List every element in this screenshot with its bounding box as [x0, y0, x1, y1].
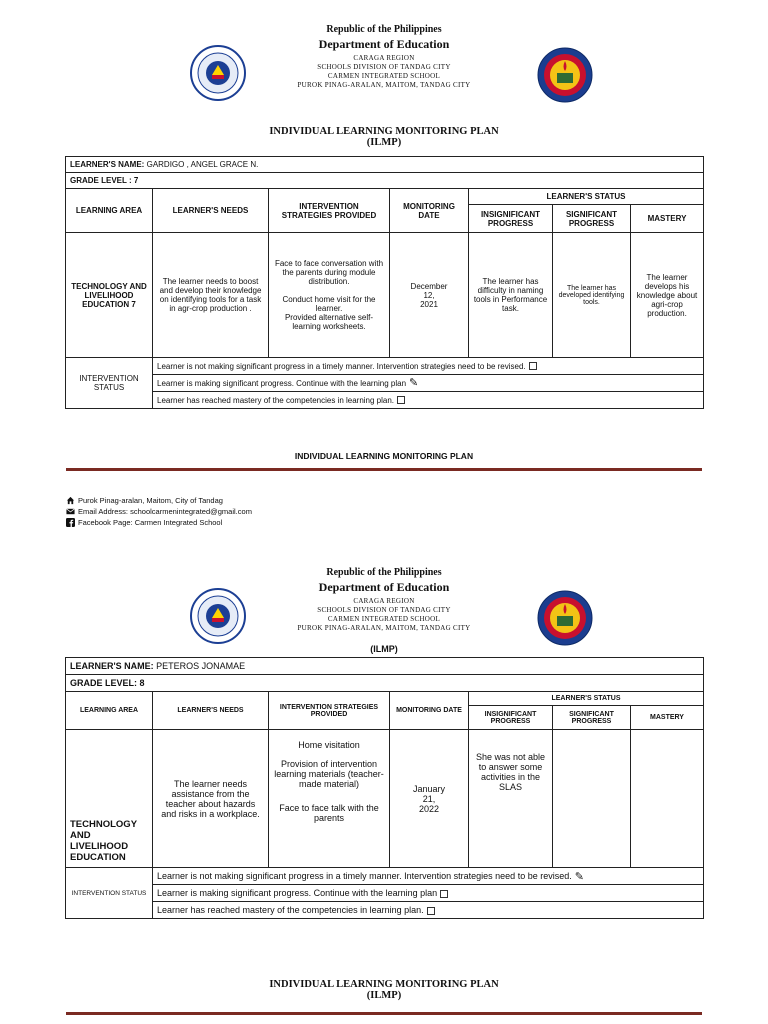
date-month: January	[412, 783, 446, 794]
insignificant-cell: She was not able to answer some activities in the SLAS	[469, 730, 553, 868]
header-insignificant: INSIGNIFICANT PROGRESS	[469, 205, 553, 233]
school-label: CARMEN INTEGRATED SCHOOL	[327, 72, 441, 80]
plan-title: INDIVIDUAL LEARNING MONITORING PLAN	[269, 979, 499, 990]
monitoring-date-cell	[390, 730, 469, 868]
header-date: MONITORING DATE	[390, 692, 469, 730]
plan-title: INDIVIDUAL LEARNING MONITORING PLAN	[269, 126, 499, 137]
page-footer-title: INDIVIDUAL LEARNING MONITORING PLAN	[294, 451, 474, 461]
letterhead-2	[0, 567, 768, 633]
plan-abbrev-2: (ILMP)	[370, 644, 398, 654]
intervention-status-label: INTERVENTION STATUS	[66, 358, 153, 409]
interventions-cell	[269, 730, 390, 868]
plan-title-2	[0, 979, 768, 1001]
plan-title-1	[0, 126, 768, 148]
region-label: CARAGA REGION	[353, 54, 415, 62]
header-interventions: INTERVENTION STRATEGIES PROVIDED	[269, 189, 390, 233]
monitoring-date-cell	[390, 233, 469, 358]
learner-name-label: LEARNER'S NAME:	[70, 661, 154, 671]
header-learning-area: LEARNING AREA	[66, 189, 153, 233]
contact-facebook	[66, 517, 252, 528]
header-mastery: MASTERY	[631, 706, 704, 730]
mastery-cell	[631, 730, 704, 868]
header-insignificant: INSIGNIFICANT PROGRESS	[469, 706, 553, 730]
learner-name-row	[66, 157, 704, 173]
header-needs: LEARNER'S NEEDS	[153, 189, 269, 233]
status-text: Learner is making significant progress. Continue with the learning plan	[157, 378, 407, 388]
header-needs: LEARNER'S NEEDS	[153, 692, 269, 730]
status-text: Learner is not making significant progress in a timely manner. Intervention strategies need to be revised.	[157, 871, 572, 881]
deped-seal-icon	[190, 588, 246, 644]
header-learning-area: LEARNING AREA	[66, 692, 153, 730]
status-option-2	[153, 375, 704, 392]
letterhead-1	[0, 24, 768, 90]
department-label: Department of Education	[318, 37, 450, 51]
address-label: PUROK PINAG-ARALAN, MAITOM, TANDAG CITY	[297, 81, 471, 89]
learner-name-value: GARDIGO , ANGEL GRACE N.	[146, 160, 259, 169]
intervention-item: Provision of intervention learning materials (teacher-made material)	[274, 759, 384, 789]
plan-abbrev: (ILMP)	[366, 137, 402, 148]
footer-rule	[66, 468, 702, 471]
date-year: 2021	[420, 299, 438, 309]
region-label: CARAGA REGION	[353, 597, 415, 605]
date-month: December	[410, 281, 448, 291]
status-text: Learner has reached mastery of the competencies in learning plan.	[157, 395, 395, 405]
checked-checkbox-icon[interactable]: ✎	[409, 377, 419, 390]
address-label: PUROK PINAG-ARALAN, MAITOM, TANDAG CITY	[297, 624, 471, 632]
status-option-2	[153, 885, 704, 902]
intervention-item: Face to face talk with the parents	[279, 803, 379, 823]
header-status: LEARNER'S STATUS	[469, 189, 704, 205]
school-seal-icon	[537, 47, 593, 103]
intervention-item: Provided alternative self-learning worksheets.	[284, 313, 374, 331]
learning-area-cell: TECHNOLOGY AND LIVELIHOOD EDUCATION	[66, 730, 153, 868]
intervention-status-label: INTERVENTION STATUS	[66, 868, 153, 919]
needs-cell: The learner needs assistance from the teacher about hazards and risks in a workplace.	[153, 730, 269, 868]
department-label: Department of Education	[318, 580, 450, 594]
intervention-item: Home visitation	[298, 740, 360, 750]
intervention-item: Face to face conversation with the parents during module distribution.	[274, 259, 384, 286]
intervention-item: Conduct home visit for the learner.	[282, 295, 376, 313]
checkbox-icon[interactable]	[427, 907, 435, 915]
header-interventions: INTERVENTION STRATEGIES PROVIDED	[269, 692, 390, 730]
learner-name-row	[66, 658, 704, 675]
significant-cell: The learner has developed identifying tools.	[553, 233, 631, 358]
header-status: LEARNER'S STATUS	[469, 692, 704, 706]
status-option-3	[153, 902, 704, 919]
division-label: SCHOOLS DIVISION OF TANDAG CITY	[317, 606, 451, 614]
header-significant: SIGNIFICANT PROGRESS	[553, 706, 631, 730]
status-option-1	[153, 358, 704, 375]
checkbox-icon[interactable]	[440, 890, 448, 898]
email-text: Email Address: schoolcarmenintegrated@gmail.com	[78, 507, 252, 516]
division-label: SCHOOLS DIVISION OF TANDAG CITY	[317, 63, 451, 71]
checkbox-icon[interactable]	[529, 362, 537, 370]
ilmp-table-1	[65, 156, 704, 409]
republic-label: Republic of the Philippines	[326, 567, 442, 578]
status-option-3	[153, 392, 704, 409]
header-date: MONITORING DATE	[390, 189, 469, 233]
grade-level: GRADE LEVEL: 8	[66, 675, 704, 692]
contact-block	[66, 495, 252, 528]
checked-checkbox-icon[interactable]: ✎	[574, 870, 584, 883]
school-label: CARMEN INTEGRATED SCHOOL	[327, 615, 441, 623]
bottom-rule	[66, 1012, 702, 1015]
learner-name-label: LEARNER'S NAME:	[70, 160, 145, 169]
republic-label: Republic of the Philippines	[326, 24, 442, 35]
school-seal-icon	[537, 590, 593, 646]
plan-abbrev: (ILMP)	[366, 990, 402, 1001]
status-text: Learner is not making significant progress in a timely manner. Intervention strategies need to be revised.	[157, 361, 526, 371]
header-mastery: MASTERY	[631, 205, 704, 233]
interventions-cell	[269, 233, 390, 358]
contact-email	[66, 506, 252, 517]
header-significant: SIGNIFICANT PROGRESS	[553, 205, 631, 233]
checkbox-icon[interactable]	[397, 396, 405, 404]
ilmp-table-2	[65, 657, 704, 919]
facebook-text: Facebook Page: Carmen Integrated School	[78, 518, 223, 527]
insignificant-cell: The learner has difficulty in naming tools in Performance task.	[469, 233, 553, 358]
facebook-icon	[66, 518, 75, 527]
significant-cell	[553, 730, 631, 868]
envelope-icon	[66, 507, 75, 516]
learner-name-value: PETEROS JONAMAE	[156, 661, 246, 671]
learning-area-cell: TECHNOLOGY AND LIVELIHOOD EDUCATION 7	[66, 233, 153, 358]
deped-seal-icon	[190, 45, 246, 101]
status-text: Learner is making significant progress. Continue with the learning plan	[157, 888, 438, 898]
address-text: Purok Pinag-aralan, Maitom, City of Tandag	[78, 496, 223, 505]
needs-cell: The learner needs to boost and develop their knowledge on identifying tools for a task in agr-crop production .	[153, 233, 269, 358]
date-day: 12,	[423, 290, 435, 300]
grade-level: GRADE LEVEL : 7	[66, 173, 704, 189]
status-option-1	[153, 868, 704, 885]
date-day: 21,	[422, 793, 436, 804]
contact-address	[66, 495, 252, 506]
home-icon	[66, 496, 75, 505]
status-text: Learner has reached mastery of the competencies in learning plan.	[157, 905, 424, 915]
mastery-cell: The learner develops his knowledge about agri-crop production.	[631, 233, 704, 358]
date-year: 2022	[418, 803, 440, 814]
